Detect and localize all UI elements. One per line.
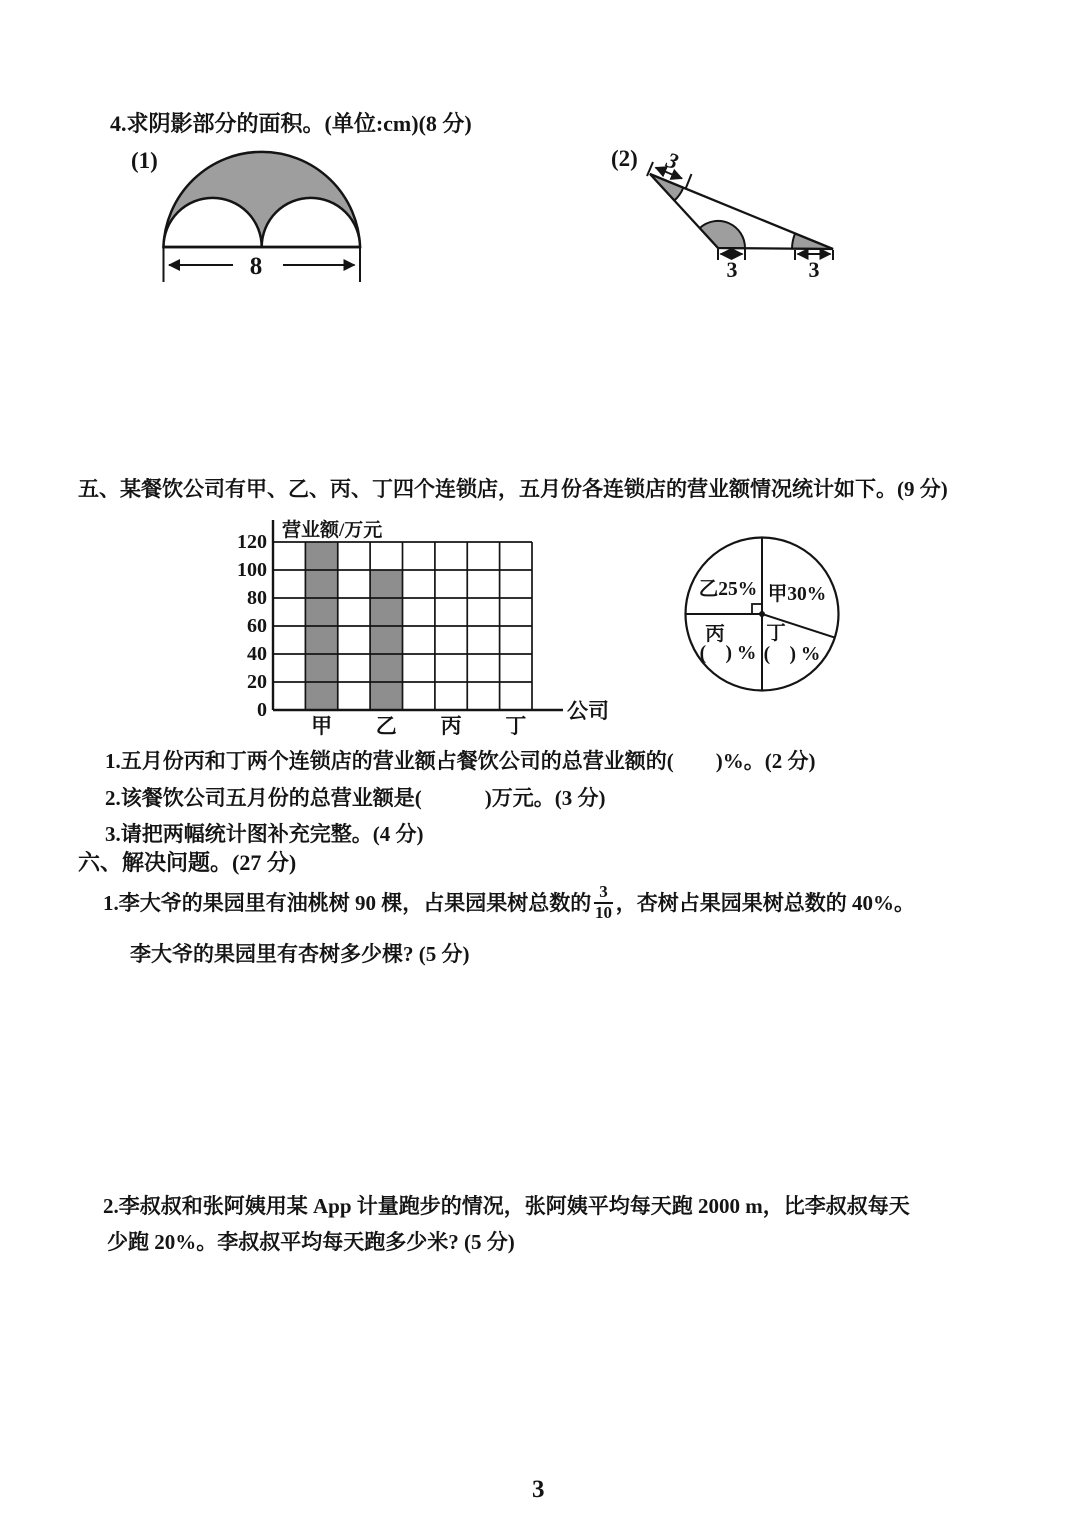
pie-label-yi: 乙25% [698, 579, 758, 600]
ytick-20: 20 [247, 671, 267, 693]
q4-figure-1 [125, 138, 395, 298]
cat-ding: 丁 [505, 714, 527, 738]
ytick-100: 100 [237, 559, 267, 581]
bar-chart [237, 510, 633, 748]
pie-label-ding-blank: ( ) % [763, 644, 821, 665]
dim-label-top-3: 3 [663, 146, 682, 175]
pie-label-ding: 丁 [766, 623, 786, 644]
pie-center-dot [759, 611, 765, 617]
q6-p1-line1 [103, 878, 915, 928]
cat-bing: 丙 [440, 714, 462, 738]
dim-label-br-3: 3 [808, 257, 820, 282]
figure-1-label: (1) [131, 148, 158, 173]
y-axis-title: 营业额/万元 [282, 520, 383, 541]
x-axis-title: 公司 [567, 699, 609, 723]
cat-yi: 乙 [375, 714, 397, 738]
q6-p2-line2: 少跑 20%。李叔叔平均每天跑多少米? (5 分) [107, 1230, 515, 1254]
ytick-120: 120 [237, 531, 267, 553]
y-tick-labels [237, 531, 267, 721]
q6-p2-line1: 2.李叔叔和张阿姨用某 App 计量跑步的情况，张阿姨平均每天跑 2000 m，比李叔叔每天 [103, 1194, 910, 1218]
pie-label-jia: 甲30% [767, 584, 827, 605]
q5-sub2: 2.该餐饮公司五月份的总营业额是( )万元。(3 分) [105, 786, 606, 810]
dim-label-bl-3: 3 [726, 257, 738, 282]
q5-sub1: 1.五月份丙和丁两个连锁店的营业额占餐饮公司的总营业额的( )%。(2 分) [105, 749, 816, 773]
ytick-40: 40 [247, 643, 267, 665]
fraction-3-10 [594, 883, 613, 922]
fraction-denominator: 10 [595, 903, 612, 922]
q6-p1-text-before: 1.李大爷的果园里有油桃树 90 棵，占果园果树总数的 [103, 890, 592, 915]
figure-2-label: (2) [611, 146, 638, 171]
pie-chart [678, 532, 858, 704]
fraction-numerator: 3 [594, 883, 613, 904]
ytick-0: 0 [257, 699, 267, 721]
dim-label-8: 8 [249, 253, 263, 280]
page-number: 3 [532, 1476, 545, 1503]
bar-yi [370, 570, 402, 710]
ytick-80: 80 [247, 587, 267, 609]
q4-figure-2 [608, 138, 898, 303]
q4-title: 4.求阴影部分的面积。(单位:cm)(8 分) [110, 111, 472, 136]
q5-title: 五、某餐饮公司有甲、乙、丙、丁四个连锁店，五月份各连锁店的营业额情况统计如下。(9 分) [78, 477, 948, 501]
ytick-60: 60 [247, 615, 267, 637]
cat-jia: 甲 [311, 714, 333, 738]
q5-sub3: 3.请把两幅统计图补充完整。(4 分) [105, 822, 424, 846]
category-labels [311, 714, 526, 738]
q6-p1-text-after: ，杏树占果园果树总数的 40%。 [615, 890, 915, 915]
pie-label-bing-blank: ( ) % [699, 643, 757, 664]
q6-title: 六、解决问题。(27 分) [78, 850, 297, 875]
dim-arrow-top-b [669, 173, 683, 179]
q6-p1-line2: 李大爷的果园里有杏树多少棵? (5 分) [130, 942, 470, 966]
dim-tick-hypotenuse [686, 174, 692, 189]
pie-label-bing: 丙 [705, 624, 725, 645]
